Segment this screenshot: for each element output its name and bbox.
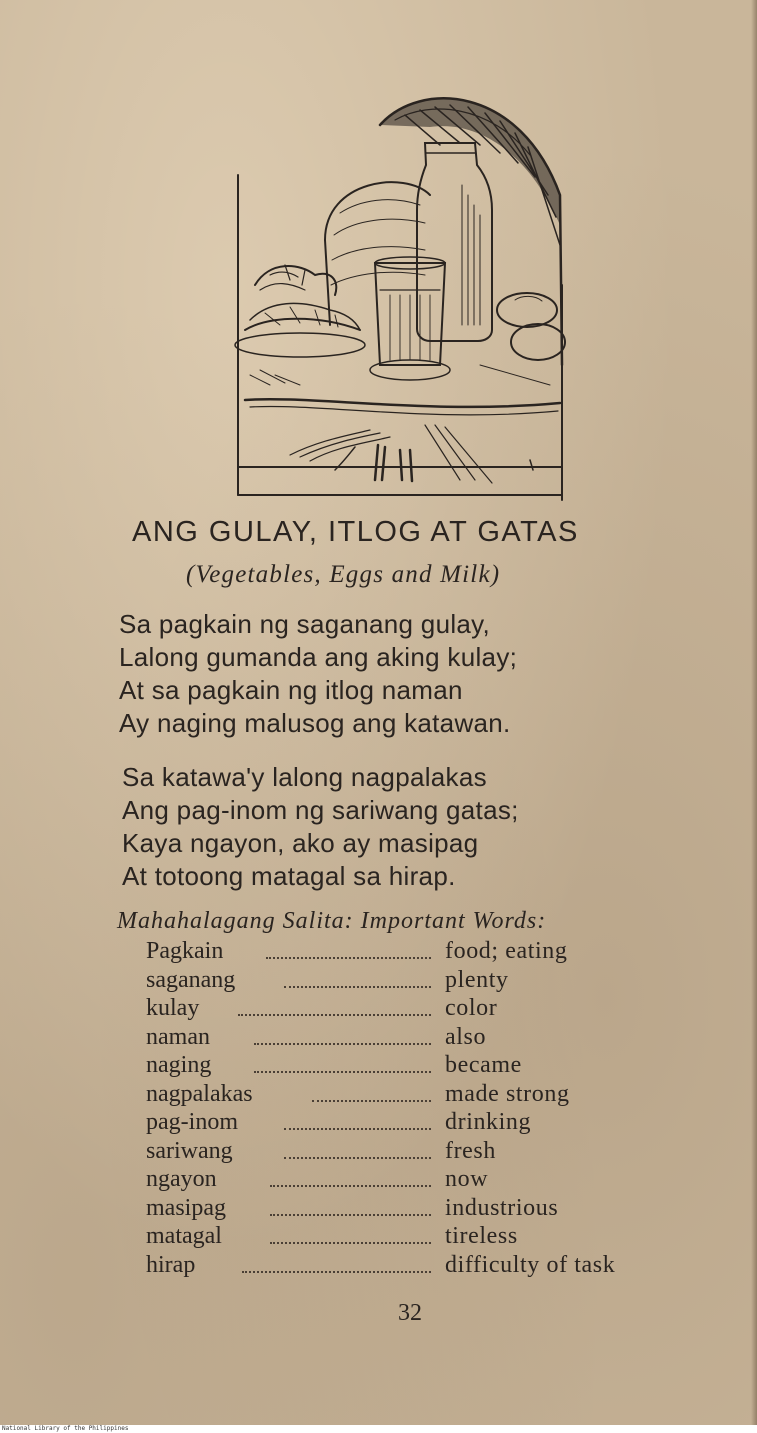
- vocabulary-row: [146, 1195, 706, 1224]
- dot-leader: [284, 1128, 431, 1130]
- vocabulary-row: [146, 1138, 706, 1167]
- poem-title: ANG GULAY, ITLOG AT GATAS: [132, 516, 579, 548]
- poem-line: At totoong matagal sa hirap.: [122, 861, 456, 891]
- vocabulary-term: nagpalakas: [146, 1080, 253, 1107]
- vocabulary-term: naging: [146, 1052, 212, 1078]
- library-credit: National Library of the Philippines: [2, 1425, 129, 1432]
- poem-line: Kaya ngayon, ako ay masipag: [122, 828, 479, 858]
- dot-leader: [284, 1157, 431, 1159]
- vocabulary-heading: Mahahalagang Salita: Important Words:: [117, 908, 547, 934]
- dot-leader: [270, 1214, 431, 1216]
- dot-leader: [284, 986, 431, 988]
- vocabulary-meaning: fresh: [445, 1137, 496, 1164]
- poem-stanza-1: [119, 608, 517, 740]
- vocabulary-meaning: made strong: [445, 1080, 570, 1107]
- dot-leader: [312, 1100, 431, 1102]
- vocabulary-term: hirap: [146, 1251, 196, 1278]
- vocabulary-term: saganang: [146, 966, 236, 993]
- vocabulary-term: ngayon: [146, 1166, 217, 1192]
- vocabulary-row: [146, 1166, 706, 1195]
- vocabulary-row: [146, 1109, 706, 1138]
- poem-line: Ang pag-inom ng sariwang gatas;: [122, 795, 519, 825]
- vocabulary-row: [146, 1024, 706, 1053]
- vocabulary-meaning: became: [445, 1052, 522, 1078]
- vocabulary-row: [146, 938, 706, 967]
- vocabulary-meaning: color: [445, 995, 498, 1021]
- dot-leader: [242, 1271, 431, 1273]
- page-edge-shadow: [751, 0, 757, 1425]
- dot-leader: [254, 1043, 431, 1045]
- vocabulary-meaning: tireless: [445, 1223, 518, 1249]
- poem-line: Sa pagkain ng saganang gulay,: [119, 609, 491, 639]
- vocabulary-meaning: difficulty of task: [445, 1251, 616, 1278]
- vocabulary-term: Pagkain: [146, 938, 224, 964]
- poem-line: Lalong gumanda ang aking kulay;: [119, 642, 518, 672]
- poem-subtitle: (Vegetables, Eggs and Milk): [186, 561, 501, 588]
- vocabulary-row: [146, 1252, 706, 1281]
- vocabulary-term: sariwang: [146, 1137, 233, 1164]
- vocabulary-row: [146, 995, 706, 1024]
- vocabulary-term: masipag: [146, 1194, 226, 1221]
- vocabulary-row: [146, 1052, 706, 1081]
- vocabulary-meaning: food; eating: [445, 938, 568, 964]
- vocabulary-meaning: also: [445, 1023, 487, 1050]
- food-illustration: [230, 85, 570, 505]
- vocabulary-meaning: industrious: [445, 1194, 559, 1221]
- vocabulary-meaning: now: [445, 1166, 489, 1192]
- vocabulary-term: kulay: [146, 995, 200, 1021]
- poem-line: Sa katawa'y lalong nagpalakas: [122, 762, 487, 792]
- vocabulary-list: [146, 938, 706, 1280]
- vocabulary-row: [146, 967, 706, 996]
- poem-line: Ay naging malusog ang katawan.: [119, 708, 511, 738]
- vocabulary-term: pag-inom: [146, 1109, 238, 1135]
- page-number: 32: [398, 1300, 422, 1326]
- dot-leader: [238, 1014, 431, 1016]
- dot-leader: [270, 1242, 431, 1244]
- vocabulary-row: [146, 1081, 706, 1110]
- vocabulary-meaning: drinking: [445, 1109, 532, 1135]
- vocabulary-meaning: plenty: [445, 966, 509, 993]
- vocabulary-row: [146, 1223, 706, 1252]
- poem-stanza-2: [122, 761, 519, 893]
- dot-leader: [270, 1185, 431, 1187]
- vocabulary-term: matagal: [146, 1223, 222, 1249]
- vocabulary-term: naman: [146, 1023, 210, 1050]
- poem-line: At sa pagkain ng itlog naman: [119, 675, 463, 705]
- dot-leader: [266, 957, 431, 959]
- dot-leader: [254, 1071, 431, 1073]
